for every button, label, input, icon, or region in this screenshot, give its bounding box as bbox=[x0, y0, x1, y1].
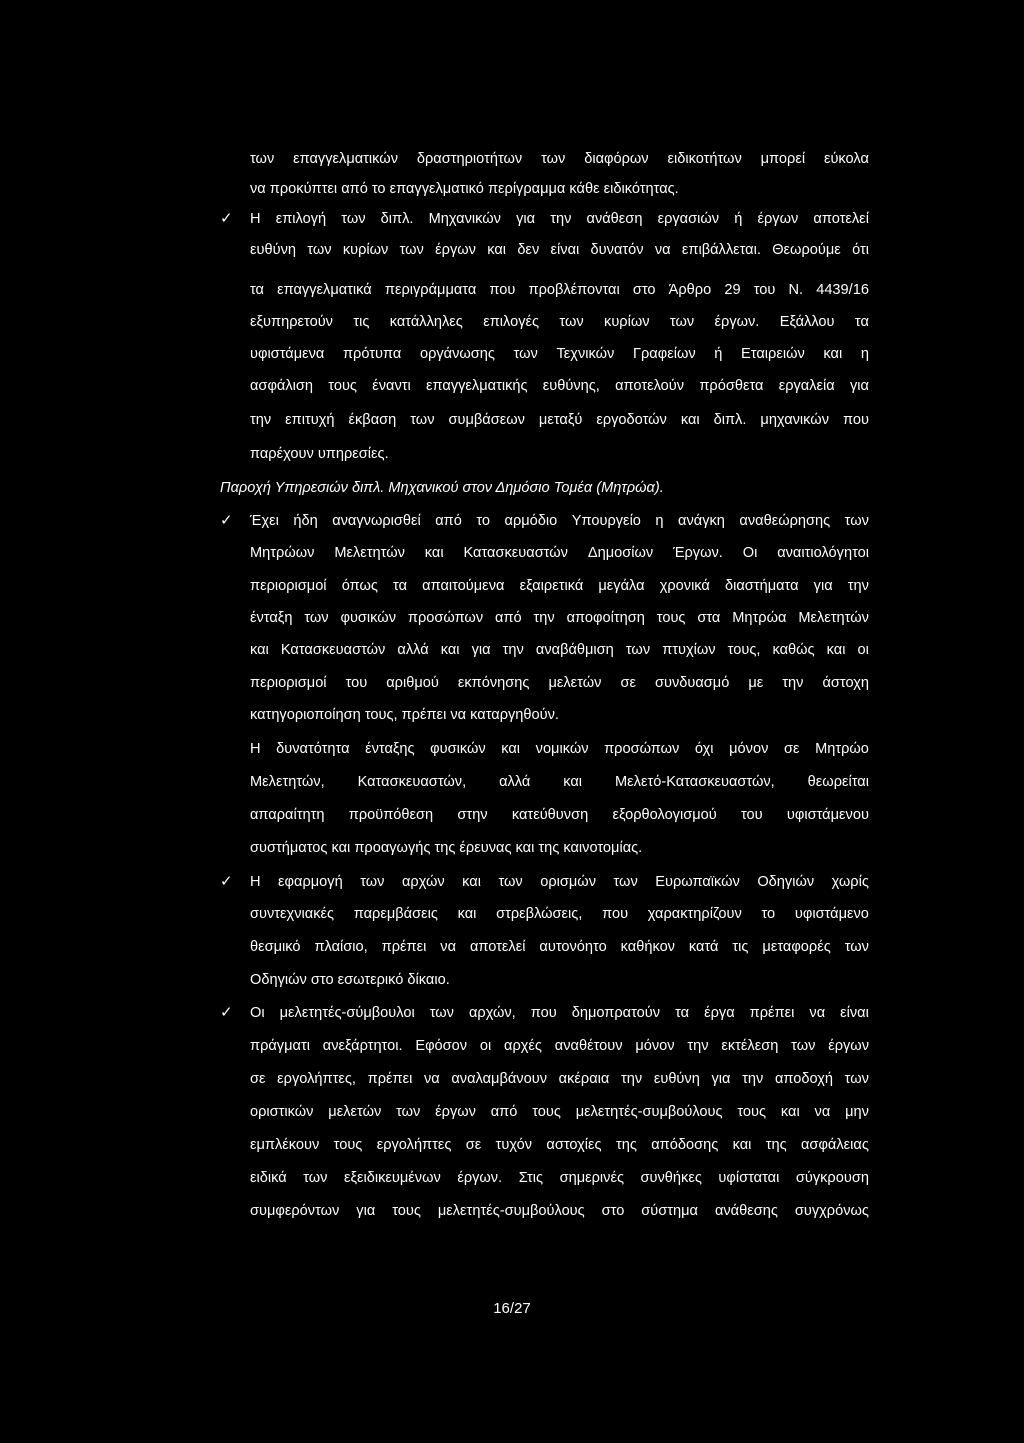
text-line: συμφερόντων για τους μελετητές-συμβούλους στο σύστημα ανάθεσης συγχρόνως bbox=[250, 1203, 869, 1219]
text-line: περιορισμοί του αριθμού εκπόνησης μελετών σε συνδυασμό με την άστοχη bbox=[250, 675, 869, 691]
text-line: συντεχνιακές παρεμβάσεις και στρεβλώσεις, που χαρακτηρίζουν το υφιστάμενο bbox=[250, 906, 869, 922]
checkmark-bullet-icon: ✓ bbox=[220, 873, 233, 890]
text-line: Η δυνατότητα ένταξης φυσικών και νομικών προσώπων όχι μόνον σε Μητρώο bbox=[250, 741, 869, 757]
text-line: περιορισμοί όπως τα απαιτούμενα εξαιρετικά μεγάλα χρονικά διαστήματα για την bbox=[250, 578, 869, 594]
text-line: να προκύπτει από το επαγγελματικό περίγραμμα κάθε ειδικότητας. bbox=[250, 181, 679, 197]
checkmark-bullet-icon: ✓ bbox=[220, 1004, 233, 1021]
text-line: εξυπηρετούν τις κατάλληλες επιλογές των κυρίων των έργων. Εξάλλου τα bbox=[250, 314, 869, 330]
page-number: 16/27 bbox=[493, 1300, 531, 1317]
text-line: οριστικών μελετών των έργων από τους μελετητές-συμβούλους τους και να μην bbox=[250, 1104, 869, 1120]
text-line: ασφάλιση τους έναντι επαγγελματικής ευθύνης, αποτελούν πρόσθετα εργαλεία για bbox=[250, 378, 869, 394]
text-line: Μητρώων Μελετητών και Κατασκευαστών Δημοσίων Έργων. Οι αναιτιολόγητοι bbox=[250, 545, 869, 561]
text-line: Η επιλογή των διπλ. Μηχανικών για την ανάθεση εργασιών ή έργων αποτελεί bbox=[250, 211, 869, 227]
text-line: παρέχουν υπηρεσίες. bbox=[250, 446, 389, 462]
text-line: απαραίτητη προϋπόθεση στην κατεύθυνση εξορθολογισμού του υφιστάμενου bbox=[250, 807, 869, 823]
checkmark-bullet-icon: ✓ bbox=[220, 512, 233, 529]
text-line: των επαγγελματικών δραστηριοτήτων των διαφόρων ειδικοτήτων μπορεί εύκολα bbox=[250, 151, 869, 167]
text-line: ένταξη των φυσικών προσώπων από την αποφοίτηση τους στα Μητρώα Μελετητών bbox=[250, 610, 869, 626]
text-line: Έχει ήδη αναγνωρισθεί από το αρμόδιο Υπουργείο η ανάγκη αναθεώρησης των bbox=[250, 513, 869, 529]
text-line: ειδικά των εξειδικευμένων έργων. Στις σημερινές συνθήκες υφίσταται σύγκρουση bbox=[250, 1170, 869, 1186]
section-heading: Παροχή Υπηρεσιών διπλ. Μηχανικού στον Δημόσιο Τομέα (Μητρώα). bbox=[220, 480, 664, 496]
text-line: συστήματος και προαγωγής της έρευνας και της καινοτομίας. bbox=[250, 840, 643, 856]
text-line: Οδηγιών στο εσωτερικό δίκαιο. bbox=[250, 972, 450, 988]
text-line: Οι μελετητές-σύμβουλοι των αρχών, που δημοπρατούν τα έργα πρέπει να είναι bbox=[250, 1005, 869, 1021]
text-line: τα επαγγελματικά περιγράμματα που προβλέπονται στο Άρθρο 29 του Ν. 4439/16 bbox=[250, 282, 869, 298]
text-line: πράγματι ανεξάρτητοι. Εφόσον οι αρχές αναθέτουν μόνον την εκτέλεση των έργων bbox=[250, 1038, 869, 1054]
text-line: ευθύνη των κυρίων των έργων και δεν είναι δυνατόν να επιβάλλεται. Θεωρούμε ότι bbox=[250, 242, 869, 258]
text-line: κατηγοριοποίηση τους, πρέπει να καταργηθούν. bbox=[250, 707, 559, 723]
text-line: την επιτυχή έκβαση των συμβάσεων μεταξύ εργοδοτών και διπλ. μηχανικών που bbox=[250, 412, 869, 428]
text-line: θεσμικό πλαίσιο, πρέπει να αποτελεί αυτονόητο καθήκον κατά τις μεταφορές των bbox=[250, 939, 869, 955]
text-line: και Κατασκευαστών αλλά και για την αναβάθμιση των πτυχίων τους, καθώς και οι bbox=[250, 642, 869, 658]
text-line: Η εφαρμογή των αρχών και των ορισμών των Ευρωπαϊκών Οδηγιών χωρίς bbox=[250, 874, 869, 890]
text-line: Μελετητών, Κατασκευαστών, αλλά και Μελετό-Κατασκευαστών, θεωρείται bbox=[250, 774, 869, 790]
text-line: σε εργολήπτες, πρέπει να αναλαμβάνουν ακέραια την ευθύνη για την αποδοχή των bbox=[250, 1071, 869, 1087]
text-line: υφιστάμενα πρότυπα οργάνωσης των Τεχνικών Γραφείων ή Εταιρειών και η bbox=[250, 346, 869, 362]
text-line: εμπλέκουν τους εργολήπτες σε τυχόν αστοχίες της απόδοσης και της ασφάλειας bbox=[250, 1137, 869, 1153]
checkmark-bullet-icon: ✓ bbox=[220, 210, 233, 227]
